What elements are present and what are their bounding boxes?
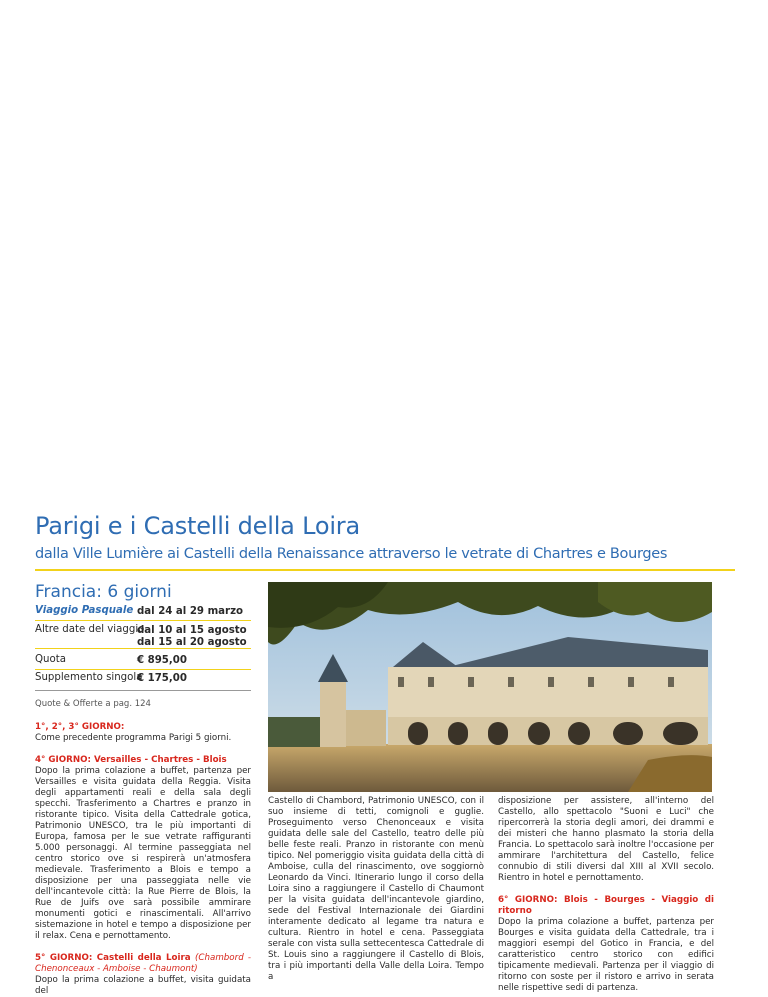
- column-1: [35, 722, 251, 997]
- price-bottom-rule: [35, 690, 251, 691]
- other-dates-1: dal 10 al 15 agosto: [137, 625, 247, 636]
- castle-photo: [268, 582, 712, 792]
- page-subtitle: dalla Ville Lumière ai Castelli della Renaissance attraverso le vetrate di Chartres e Bourges: [35, 546, 668, 562]
- country-duration: [35, 582, 172, 602]
- price-divider: [35, 648, 251, 649]
- chenonceau-castle-image: [268, 582, 712, 792]
- price-row-single: [35, 672, 255, 686]
- column-2: [268, 796, 484, 983]
- single-label: Supplemento singola: [35, 672, 143, 683]
- page-title: Parigi e i Castelli della Loira: [35, 512, 360, 540]
- day-heading: 1°, 2°, 3° GIORNO:: [35, 722, 125, 732]
- single-value: € 175,00: [137, 673, 187, 684]
- day-heading: 6° GIORNO: Blois - Bourges - Viaggio di ritorno: [498, 895, 714, 916]
- duration: 6 giorni: [107, 582, 172, 602]
- quota-value: € 895,00: [137, 655, 187, 666]
- day-text: Castello di Chambord, Patrimonio UNESCO, con il suo insieme di tetti, comignoli e guglie. Proseguimento verso Chenonceaux e visita guidata delle sale del Castello, teatro delle più belle feste reali. Pranzo in ristorante con menù tipico. Nel pomeriggio visita guidata della città di Amboise, culla del rinascimento, ove soggiornò Leonardo da Vinci. Itinerario lungo il corso della Loira sino a raggiungere il Castello di Chaumont per la visita guidata dell'incantevole giardino, sede del Festival Internazionale dei Giardini interamente dedicato al legame tra natura e cultura. Rientro in hotel e cena. Passeggiata serale con vista sulla settecentesca Cattedrale di St. Louis sino a raggiungere il Castello di Blois, tra i più importanti della Valle della Loira. Tempo a: [268, 796, 484, 982]
- day-text: Dopo la prima colazione a buffet, partenza per Bourges e visita guidata della Cattedrale, tra i maggiori esempi del Gotico in Francia, e del caratteristico centro storico con edifici tipicamente medievali. Partenza per il viaggio di ritorno con soste per il ristoro e arrivo in serata nelle rispettive sedi di partenza.: [498, 917, 714, 993]
- other-dates-2: dal 15 al 20 agosto: [137, 637, 247, 648]
- day-text: Dopo la prima colazione a buffet, partenza per Versailles e visita guidata della Reggia. Visita degli appartamenti reali e della sala degli specchi. Trasferimento a Chartres e pranzo in ristorante tipico. Visita della Cattedrale gotica, Patrimonio UNESCO, tra le più importanti di Europa, famosa per le sue vetrate raffiguranti 5.000 personaggi. Al termine passeggiata nel centro storico ove si respirerà un'atmosfera medievale. Trasferimento a Blois e tempo a disposizione per una passeggiata nelle vie dell'incantevole città: la Rue Pierre de Blois, la Rue de Juifs ove sarà possibile ammirare monumenti gotici e rinascimentali. All'arrivo sistemazione in hotel e tempo a disposizione per il relax. Cena e pernottamento.: [35, 766, 251, 941]
- day-heading: [35, 953, 251, 975]
- other-dates-label: Altre date del viaggio: [35, 624, 145, 635]
- title-divider: [35, 569, 735, 571]
- easter-label: Viaggio Pasquale: [35, 605, 134, 616]
- day-text: Come precedente programma Parigi 5 giorni.: [35, 733, 232, 743]
- country-label: Francia:: [35, 582, 102, 602]
- day-heading-title: 5° GIORNO: Castelli della Loira: [35, 953, 191, 963]
- price-divider: [35, 620, 251, 621]
- column-3: [498, 796, 714, 994]
- price-divider: [35, 669, 251, 670]
- day-text: Dopo la prima colazione a buffet, visita guidata del: [35, 975, 251, 996]
- price-row-quota: [35, 654, 255, 668]
- day-heading-sub: (Chambord - Chenonceaux - Amboise - Chaumont): [35, 953, 252, 974]
- day-heading: 4° GIORNO: Versailles - Chartres - Blois: [35, 755, 227, 765]
- quota-label: Quota: [35, 654, 66, 665]
- easter-dates: dal 24 al 29 marzo: [137, 606, 244, 617]
- price-row-easter: [35, 605, 255, 619]
- price-reference: Quote & Offerte a pag. 124: [35, 699, 151, 709]
- day-text: disposizione per assistere, all'interno del Castello, allo spettacolo "Suoni e Luci" che ripercorrerà la storia degli amori, dei drammi e dei misteri che hanno plasmato la storia della Francia. Lo spettacolo sarà inoltre l'occasione per ammirare l'architettura del Castello, felice connubio di stili diversi dal XIII al XVII secolo. Rientro in hotel e pernottamento.: [498, 796, 714, 883]
